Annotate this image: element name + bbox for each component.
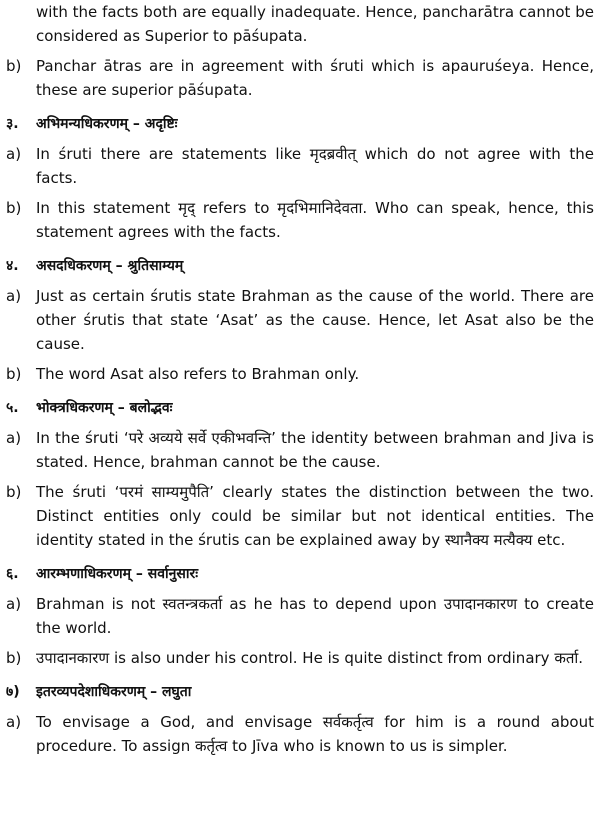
item-label: a) [6, 595, 22, 613]
continuation-paragraph [6, 0, 594, 48]
item-b [6, 54, 594, 102]
item-label: b) [6, 649, 22, 667]
item-text: उपादानकारण is also under his control. He is quite distinct from ordinary कर्ता. [36, 649, 584, 667]
section-heading [6, 396, 594, 420]
section-title: असदधिकरणम् – श्रुतिसाम्यम् [36, 258, 184, 274]
section-number: ७) [6, 684, 20, 700]
item-text: Brahman is not स्वतन्त्रकर्ता as he has to depend upon उपादानकारण to create the world. [36, 595, 594, 637]
item-label: b) [6, 483, 22, 501]
section-number: ६. [6, 566, 19, 582]
section-title: इतरव्यपदेशाधिकरणम् – लघुता [36, 684, 192, 700]
section-heading [6, 680, 594, 704]
section-heading [6, 254, 594, 278]
item-text: To envisage a God, and envisage सर्वकर्तृत्व for him is a round about procedure. To assign कर्तृत्व to Jīva who is known to us is simpler. [36, 713, 594, 755]
item-label: b) [6, 365, 22, 383]
item-text: In śruti there are statements like मृदब्रवीत् which do not agree with the facts. [36, 145, 594, 187]
item-label: a) [6, 713, 22, 731]
section-number: ३. [6, 116, 19, 132]
list-item [6, 646, 594, 670]
item-text: Panchar ātras are in agreement with śruti which is apauruśeya. Hence, these are superior pāśupata. [36, 57, 594, 99]
list-item [6, 592, 594, 640]
item-text: In the śruti ‘परे अव्यये सर्वे एकीभवन्ति’ the identity between brahman and Jiva is stated. Hence, brahman cannot be the cause. [36, 429, 594, 471]
list-item [6, 480, 594, 552]
item-text: The word Asat also refers to Brahman only. [36, 365, 360, 383]
section-number: ४. [6, 258, 19, 274]
item-label: b) [6, 57, 22, 75]
item-label: a) [6, 145, 22, 163]
section-title: आरम्भणाधिकरणम् – सर्वानुसारः [36, 566, 199, 582]
item-label: a) [6, 429, 22, 447]
item-text: with the facts both are equally inadequate. Hence, pancharātra cannot be considered as Superior to pāśupata. [36, 3, 594, 45]
sections-container [6, 102, 594, 758]
item-text: In this statement मृद् refers to मृदभिमानिदेवता. Who can speak, hence, this statement agrees with the facts. [36, 199, 594, 241]
item-label: b) [6, 199, 22, 217]
list-item [6, 284, 594, 356]
list-item [6, 362, 594, 386]
section-heading [6, 562, 594, 586]
section-title: भोक्त्रधिकरणम् – बलोद्भवः [36, 400, 173, 416]
continued-line [6, 0, 594, 48]
section-heading [6, 112, 594, 136]
item-text: Just as certain śrutis state Brahman as the cause of the world. There are other śrutis that state ‘Asat’ as the cause. Hence, let Asat also be the cause. [36, 287, 594, 353]
list-item [6, 710, 594, 758]
section-number: ५. [6, 400, 19, 416]
item-text: The śruti ‘परमं साम्यमुपैति’ clearly states the distinction between the two. Distinct entities only could be similar but not identical entities. The identity stated in the śrutis can be explained away by स्थानैक्य मत्यैक्य etc. [36, 483, 594, 549]
section-title: अभिमन्यधिकरणम् – अदृष्टिः [36, 116, 178, 132]
list-item [6, 142, 594, 190]
list-item [6, 426, 594, 474]
list-item [6, 196, 594, 244]
item-label: a) [6, 287, 22, 305]
